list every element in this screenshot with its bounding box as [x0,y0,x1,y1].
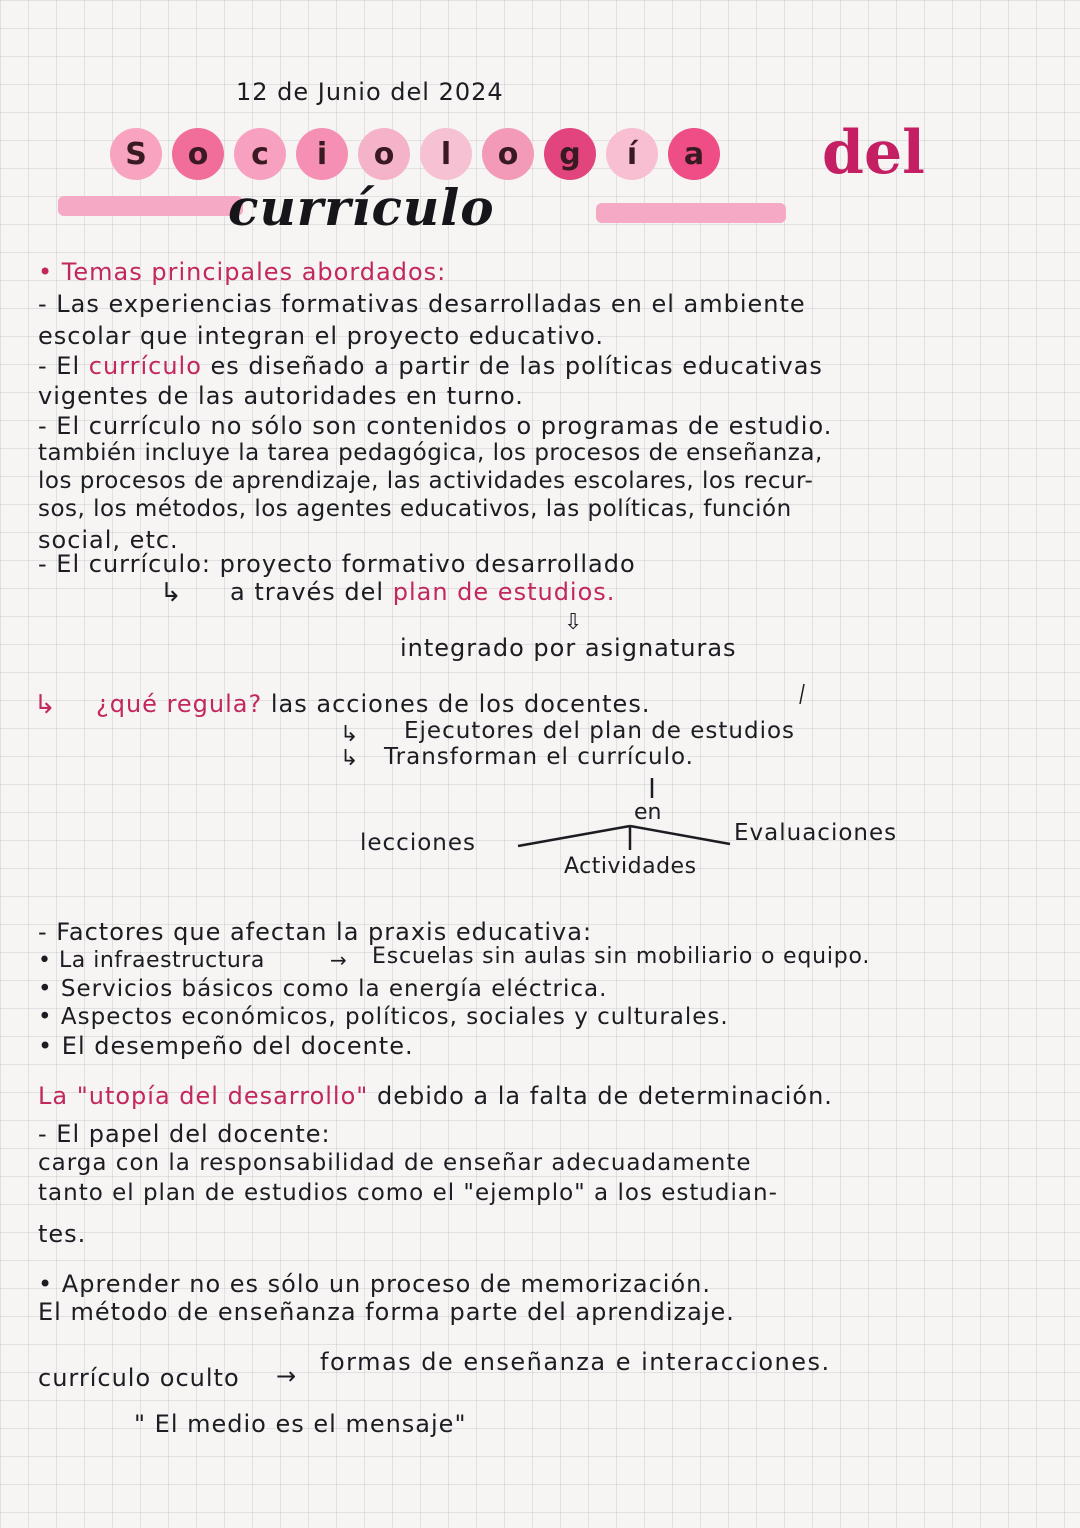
note-line: escolar que integran el proyecto educativo. [38,322,605,350]
title-letter-circle: o [482,128,534,180]
title-letter-circle: l [420,128,472,180]
title-letter-circle: o [358,128,410,180]
note-line: Escuelas sin aulas sin mobiliario o equipo. [372,944,871,969]
note-line: Ejecutores del plan de estudios [404,718,796,744]
note-line: • Aspectos económicos, políticos, sociales y culturales. [38,1004,729,1030]
section-heading-temas: • Temas principales abordados: [38,258,447,286]
curved-arrow-icon: ↳ [160,578,182,608]
right-arrow-icon: → [330,948,347,972]
curved-arrow-icon: ↳ [340,722,359,747]
note-line: tes. [38,1220,87,1248]
note-line: ¿qué regula? las acciones de los docentes. [96,690,651,718]
note-line: integrado por asignaturas [400,634,737,662]
note-line: formas de enseñanza e interacciones. [320,1348,831,1376]
date-label: 12 de Junio del 2024 [236,78,504,106]
note-line: • La infraestructura [38,948,265,973]
note-line: - El papel del docente: [38,1120,331,1148]
note-line: La "utopía del desarrollo" debido a la falta de determinación. [38,1082,833,1110]
title-letter-circle: a [668,128,720,180]
note-line: - Factores que afectan la praxis educativa: [38,918,593,946]
note-line: a través del plan de estudios. [230,578,616,606]
curved-arrow-icon: ↳ [340,746,359,771]
note-line: tanto el plan de estudios como el "ejemplo" a los estudian- [38,1180,778,1206]
note-line: currículo oculto [38,1364,240,1392]
note-line: carga con la responsabilidad de enseñar adecuadamente [38,1150,752,1176]
title-word-curriculo: currículo [228,178,495,237]
diagram-branch-right [630,826,730,844]
right-arrow-icon: → [276,1362,297,1390]
title-letter-circle: S [110,128,162,180]
note-line: El método de enseñanza forma parte del aprendizaje. [38,1298,735,1326]
note-line: vigentes de las autoridades en turno. [38,382,524,410]
title-letter-circle: i [296,128,348,180]
note-line: • El desempeño del docente. [38,1032,414,1060]
title-letter-circle: g [544,128,596,180]
note-line: también incluye la tarea pedagógica, los procesos de enseñanza, [38,440,823,466]
title-letter-circle: í [606,128,658,180]
note-line: sos, los métodos, los agentes educativos, las políticas, función [38,496,792,522]
quote-line: " El medio es el mensaje" [134,1410,467,1438]
note-line: - El currículo no sólo son contenidos o programas de estudio. [38,412,833,440]
diagram-branch-left [518,826,630,846]
diagram-label-en: en [634,800,662,825]
diagram-label-evaluaciones: Evaluaciones [734,820,898,846]
note-line: • Servicios básicos como la energía eléctrica. [38,976,608,1002]
note-line: • Aprender no es sólo un proceso de memorización. [38,1270,711,1298]
down-arrow-icon: ⇩ [564,610,583,635]
note-line: - Las experiencias formativas desarrolladas en el ambiente [38,290,806,318]
title-word-del: del [822,118,925,188]
stray-mark [800,684,804,704]
diagram-label-actividades: Actividades [564,854,697,879]
note-line: social, etc. [38,526,179,554]
note-line: - El currículo: proyecto formativo desarrollado [38,550,636,578]
diagram-label-lecciones: lecciones [360,830,477,856]
curved-arrow-icon: ↳ [34,690,56,720]
title-letter-circle: o [172,128,224,180]
note-line: Transforman el currículo. [384,744,694,770]
note-line: - El currículo es diseñado a partir de las políticas educativas [38,352,823,380]
title-letter-circle: c [234,128,286,180]
note-line: los procesos de aprendizaje, las actividades escolares, los recur- [38,468,814,494]
